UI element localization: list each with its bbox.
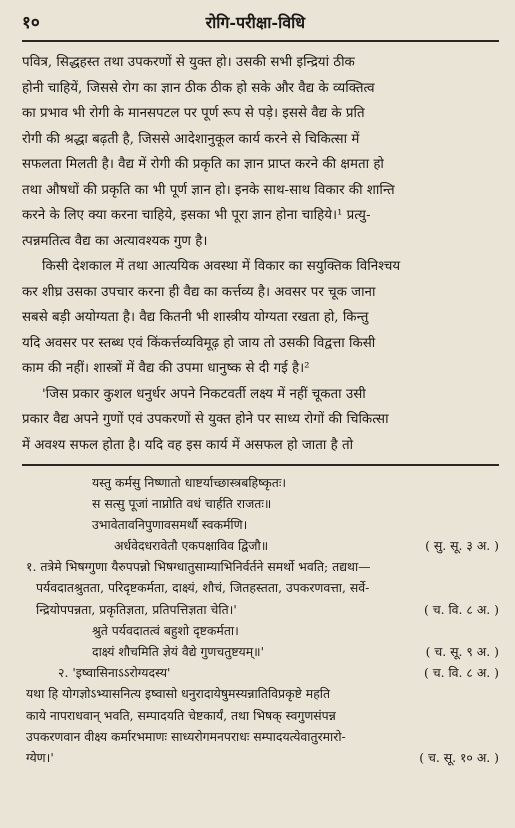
footnote-line [22,705,499,726]
footnote-source: ( सु. सू. ३ अ. ) [425,538,499,554]
footnote-text: उभावेतावनिपुणावसमर्थौ स्वकर्मणि। [92,516,248,532]
footnote-source: ( च. सू. १० अ. ) [419,749,499,765]
footnote-line [22,726,499,747]
footnote-source: ( च. वि. ८ अ. ) [423,601,499,617]
footnote-text: न्द्रियोपपन्नता, प्रकृतिज्ञता, प्रतिपत्तिज्ञता चेति।' [36,601,237,617]
page-header [22,10,499,38]
footnote-text: यस्तु कर्मसु निष्णातो धाष्टर्याच्छास्त्रबहिष्कृतः। [92,474,287,490]
footnote-line [22,683,499,704]
footnote-text: पर्यवदातश्रुतता, परिदृष्टकर्मता, दाक्ष्यं, शौचं, जितहस्तता, उपकरणवत्ता, सर्वे- [36,580,370,596]
body-line: किसी देशकाल में तथा आत्ययिक अवस्था में विकार का सयुक्तिक विनिश्चय [42,259,401,274]
running-title: रोगि-परीक्षा-विधि [205,13,306,32]
body-line: सबसे बड़ी अयोग्यता है। वैद्य कितनी भी शास्त्रीय योग्यता रखता हो, किन्तु [22,310,369,325]
body-line: होनी चाहियें, जिससे रोग का ज्ञान ठीक ठीक हो सके और वैद्य के व्यक्तित्व [22,80,375,96]
body-line: करने के लिए क्या करना चाहिये, इसका भी पूरा ज्ञान होना चाहिये।¹ प्रत्यु- [22,208,371,223]
footnote-separator [22,464,499,466]
footnote-line [22,556,499,577]
body-line: पवित्र, सिद्धहस्त तथा उपकरणों से युक्त हो। उसकी सभी इन्द्रियां ठीक [22,55,355,70]
body-line: काम की नहीं। शास्त्रों में वैद्य की उपमा धानुष्क से दी गई है।² [22,361,310,376]
footnote-line [22,599,499,620]
body-line: यदि अवसर पर स्तब्ध एवं किंकर्त्तव्यविमूढ़ हो जाय तो उसकी विद्वत्ता किसी [22,335,376,351]
footnote-line [22,620,499,641]
footnotes [22,472,499,769]
body-line: 'जिस प्रकार कुशल धनुर्धर अपने निकटवर्ती लक्ष्य में नहीं चूकता उसी [42,386,366,402]
footnote-line [22,662,499,683]
footnote-source: ( च. वि. ८ अ. ) [423,665,499,681]
footnote-line [22,577,499,598]
footnote-line [22,535,499,556]
body-line: में अवश्य सफल होता है। यदि वह इस कार्य में असफल हो जाता है तो [22,437,354,453]
footnote-text: २. 'इष्वासिनाऽऽरोग्यदस्य' [58,665,171,681]
footnote-text: अर्धवेदधरावेतौ एकपक्षाविव द्विजौ॥ [114,538,269,554]
body-line: प्रकार वैद्य अपने गुणों एवं उपकरणों से युक्त होने पर साध्य रोगों की चिकित्सा [22,412,389,427]
footnote-text: यथा हि योगज्ञोऽभ्यासनित्य इष्वासो धनुरादायेषुमस्यन्नातिविप्रकृष्टे महति [26,686,331,702]
body-line: त्पन्नमतित्व वैद्य का अत्यावश्यक गुण है। [22,233,208,249]
body-line: रोगी की श्रद्धा बढ़ती है, जिससे आदेशानुकूल कार्य करने से चिकित्सा में [22,131,360,147]
body-line: तथा औषधों की प्रकृति का भी पूर्ण ज्ञान हो। इनके साथ-साथ विकार की शान्ति [22,182,395,198]
body-line: कर शीघ्र उसका उपचार करना ही वैद्य का कर्त्तव्य है। अवसर पर चूक जाना [22,284,376,300]
footnote-text: १. तत्रेमे भिषग्गुणा यैरुपपन्नो भिषग्धातुसाम्याभिनिर्वर्तने समर्थो भवति; तद्यथा— [26,559,371,575]
body-text [22,50,499,458]
footnote-line [22,493,499,514]
footnote-line [22,514,499,535]
header-rule [22,40,499,42]
footnote-text: श्रुते पर्यवदातत्वं बहुशो दृष्टकर्मता। [92,622,239,638]
footnote-text: स सत्सु पूजां नाप्नोति वधं चार्हति राजतः॥ [92,495,272,511]
footnote-line [22,747,499,768]
footnote-text: दाक्ष्यं शौचमिति ज्ञेयं वैद्ये गुणचतुष्टयम्॥' [92,644,264,659]
footnote-text: उपकरणवान वीक्ष्य कर्मारभमाणः साध्यरोगमनपराधः सम्पादयत्येवातुरमारो- [26,728,346,744]
footnote-text: ग्येण।' [26,749,54,765]
footnote-line [22,641,499,662]
footnote-text: काये नापराधवान् भवति, सम्पादयति चेष्टकार्यं, तथा भिषक् स्वगुणसंपन्न [26,707,336,723]
page-number: १० [22,13,40,33]
body-line: सफलता मिलती है। वैद्य में रोगी की प्रकृति का ज्ञान प्राप्त करने की क्षमता हो [22,157,384,172]
footnote-line [22,472,499,493]
body-line: का प्रभाव भी रोगी के मानसपटल पर पूर्ण रूप से पड़े। इससे वैद्य के प्रति [22,106,365,121]
footnote-source: ( च. सू. ९ अ. ) [425,644,499,659]
